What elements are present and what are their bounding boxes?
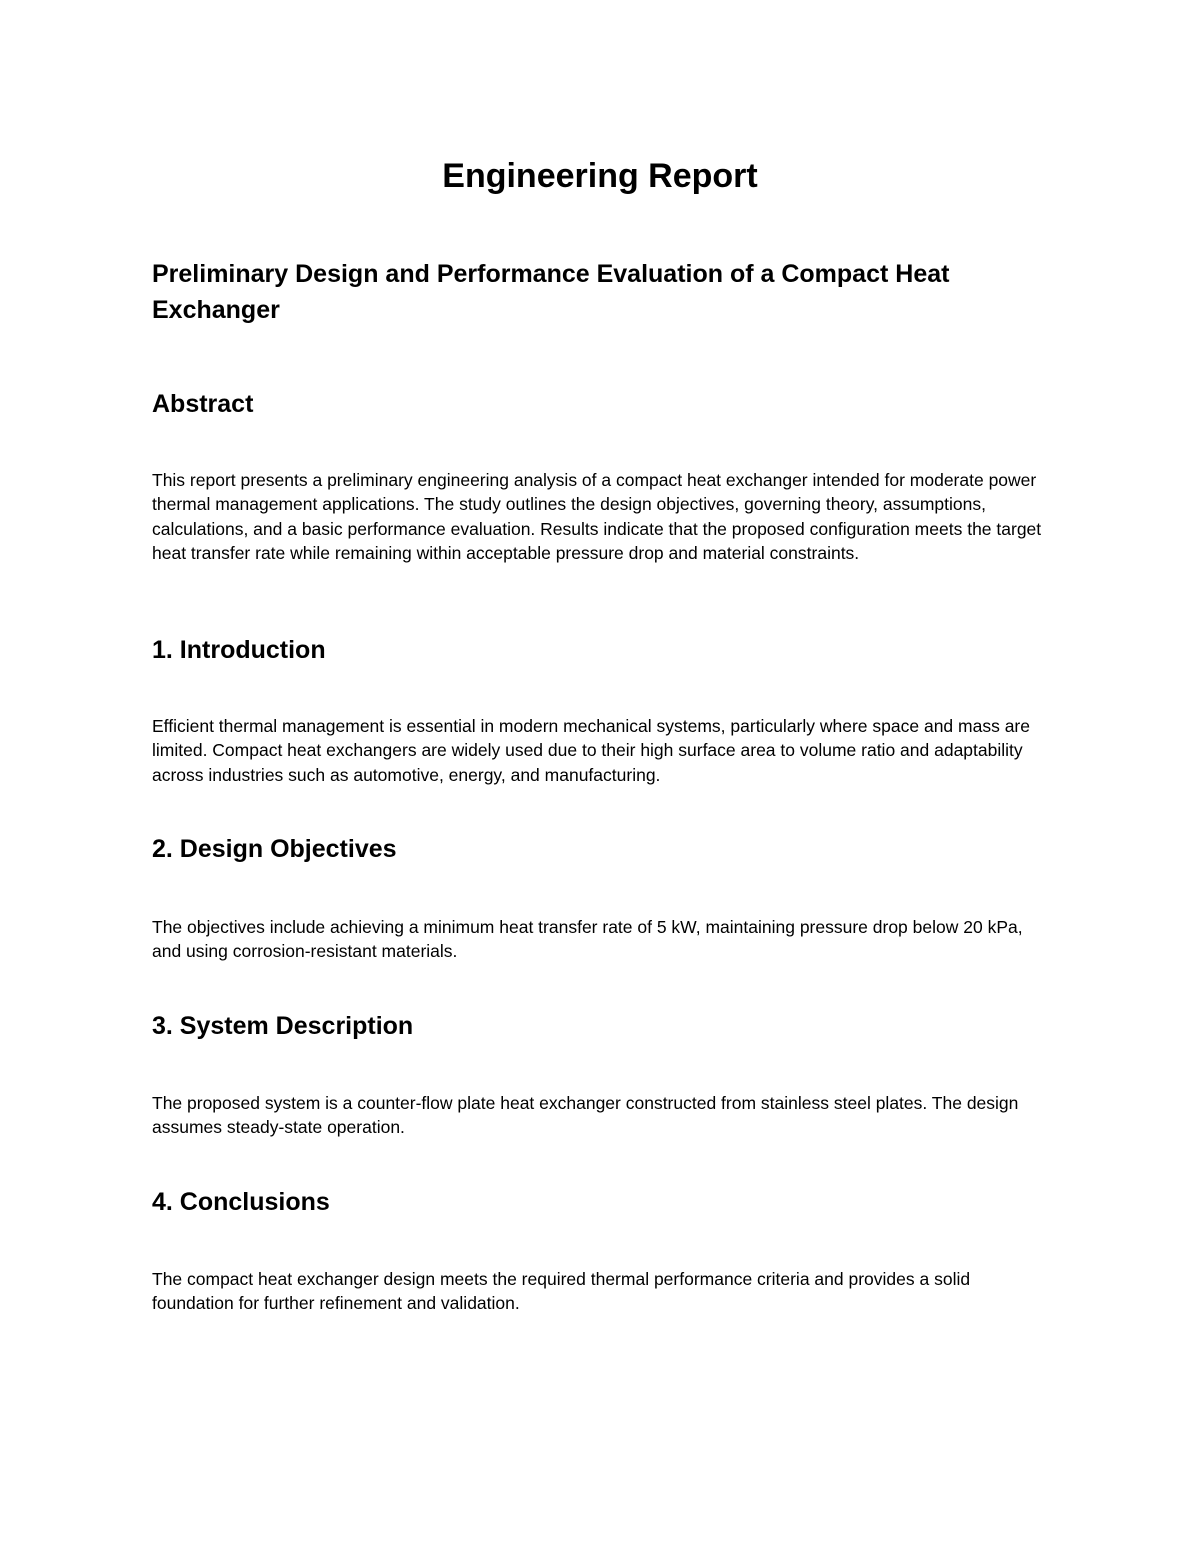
conclusions-paragraph: The compact heat exchanger design meets the required thermal performance criteria and provides a solid foundation for further refinement and validation. bbox=[152, 1269, 971, 1314]
system-description-heading: 3. System Description bbox=[152, 1012, 414, 1040]
design-objectives-heading: 2. Design Objectives bbox=[152, 835, 397, 863]
introduction-paragraph: Efficient thermal management is essential in modern mechanical systems, particularly where space and mass are limited. Compact heat exchangers are widely used due to their high surface area to volume ratio and adaptability across industries such as automotive, energy, and manufacturing. bbox=[152, 716, 1030, 785]
system-description-paragraph: The proposed system is a counter-flow plate heat exchanger constructed from stainless steel plates. The design assumes steady-state operation. bbox=[152, 1093, 1019, 1138]
design-objectives-paragraph: The objectives include achieving a minimum heat transfer rate of 5 kW, maintaining pressure drop below 20 kPa, and using corrosion-resistant materials. bbox=[152, 917, 1023, 962]
abstract-heading: Abstract bbox=[152, 390, 254, 418]
introduction-heading: 1. Introduction bbox=[152, 636, 326, 664]
conclusions-heading: 4. Conclusions bbox=[152, 1188, 330, 1216]
document-subtitle: Preliminary Design and Performance Evaluation of a Compact Heat Exchanger bbox=[152, 260, 950, 324]
abstract-paragraph: This report presents a preliminary engineering analysis of a compact heat exchanger intended for moderate power thermal management applications. The study outlines the design objectives, governing theory, assumptions, calculations, and a basic performance evaluation. Results indicate that the proposed configuration meets the target heat transfer rate while remaining within acceptable pressure drop and material constraints. bbox=[152, 470, 1042, 564]
page-title: Engineering Report bbox=[442, 157, 758, 195]
